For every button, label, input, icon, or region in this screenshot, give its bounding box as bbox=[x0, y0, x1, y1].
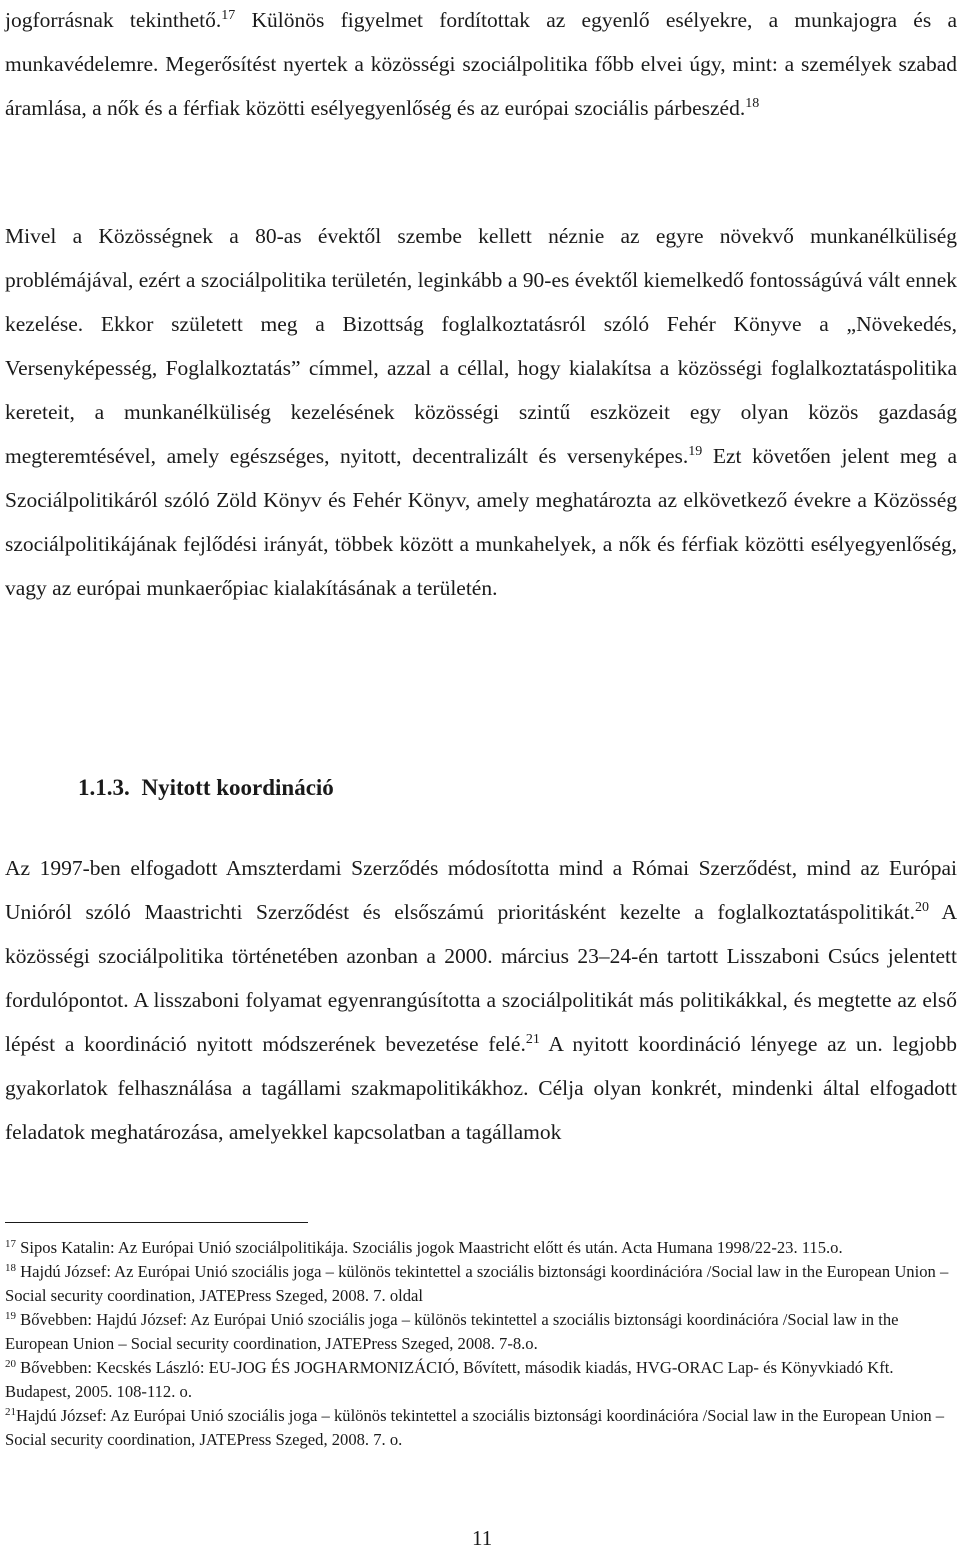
footnote-ref-21[interactable]: 21 bbox=[525, 1032, 540, 1047]
footnote-mark: 21 bbox=[5, 1406, 16, 1418]
section-title: Nyitott koordináció bbox=[141, 775, 334, 800]
paragraph-text: Ezt követően jelent meg a Szociálpolitikáról szóló Zöld Könyv és Fehér Könyv, amely meghatározta az elkövetkező évekre a Közösség szociálpolitikájának fejlődési irányát, többek között a munkahelyek, a nők és férfiak közötti esélyegyenlőség, vagy az európai munkaerőpiac kialakításának a területén. bbox=[5, 444, 957, 600]
footnote-21 bbox=[5, 1404, 957, 1452]
footnote-text: Bővebben: Kecskés László: EU-JOG ÉS JOGHARMONIZÁCIÓ, Bővített, második kiadás, HVG-ORAC Lap- és Könyvkiadó Kft. Budapest, 2005. 108-112. o. bbox=[5, 1358, 894, 1401]
section-heading bbox=[78, 768, 334, 808]
footnote-mark: 19 bbox=[5, 1310, 16, 1322]
footnote-ref-18[interactable]: 18 bbox=[745, 96, 760, 111]
body-paragraph-2 bbox=[5, 214, 957, 610]
footnote-text: Hajdú József: Az Európai Unió szociális joga – különös tekintettel a szociális biztonsági koordinációra /Social law in the European Union – Social security coordination, JATEPress Szeged, 2008. 7. o. bbox=[5, 1406, 945, 1449]
footnote-mark: 18 bbox=[5, 1262, 16, 1274]
footnote-mark: 20 bbox=[5, 1358, 16, 1370]
page-number: 11 bbox=[472, 1526, 493, 1550]
paragraph-text: A nyitott koordináció lényege az un. legjobb gyakorlatok felhasználása a tagállami szakmapolitikákhoz. Célja olyan konkrét, mindenki által elfogadott feladatok meghatározása, amelyekkel kapcsolatban a tagállamok bbox=[5, 1032, 957, 1144]
body-paragraph-1 bbox=[5, 0, 957, 130]
footnote-separator bbox=[5, 1222, 308, 1223]
footnote-17 bbox=[5, 1236, 957, 1260]
section-number: 1.1.3. bbox=[78, 775, 130, 800]
footnote-20 bbox=[5, 1356, 957, 1404]
footnotes bbox=[5, 1236, 957, 1452]
footnote-text: Hajdú József: Az Európai Unió szociális joga – különös tekintettel a szociális biztonsági koordinációra /Social law in the European Union – Social security coordination, JATEPress Szeged, 2008. 7. oldal bbox=[5, 1262, 949, 1305]
paragraph-text: Az 1997-ben elfogadott Amszterdami Szerződés módosította mind a Római Szerződést, mind az Európai Unióról szóló Maastrichti Szerződést és elsőszámú prioritásként kezelte a foglalkoztatáspolitikát. bbox=[5, 856, 957, 924]
footnote-19 bbox=[5, 1308, 957, 1356]
footnote-18 bbox=[5, 1260, 957, 1308]
footnote-text: Sipos Katalin: Az Európai Unió szociálpolitikája. Szociális jogok Maastricht előtt és után. Acta Humana 1998/22-23. 115.o. bbox=[16, 1238, 843, 1257]
paragraph-text: jogforrásnak tekinthető. bbox=[5, 8, 222, 32]
body-paragraph-3 bbox=[5, 846, 957, 1154]
footnote-ref-17[interactable]: 17 bbox=[221, 8, 236, 23]
paragraph-text: A közösségi szociálpolitika történetében azonban a 2000. március 23–24-én tartott Lisszaboni Csúcs jelentett fordulópontot. A lisszaboni folyamat egyenrangúsította a szociálpolitikát más politikákkal, és megtette az első lépést a koordináció nyitott módszerének bevezetése felé. bbox=[5, 900, 958, 1056]
footnote-mark: 17 bbox=[5, 1238, 16, 1250]
paragraph-text: Különös figyelmet fordítottak az egyenlő esélyekre, a munkajogra és a munkavédelemre. Megerősítést nyertek a közösségi szociálpolitika főbb elvei úgy, mint: a személyek szabad áramlása, a nők és a férfiak közötti esélyegyenlőség és az európai szociális párbeszéd. bbox=[5, 8, 957, 120]
footnote-ref-19[interactable]: 19 bbox=[688, 444, 703, 459]
footnote-text: Bővebben: Hajdú József: Az Európai Unió szociális joga – különös tekintettel a szociális biztonsági koordinációra /Social law in the European Union – Social security coordination, JATEPress Szeged, 2008. 7-8.o. bbox=[5, 1310, 899, 1353]
footnote-ref-20[interactable]: 20 bbox=[915, 900, 930, 915]
paragraph-text: Mivel a Közösségnek a 80-as évektől szembe kellett néznie az egyre növekvő munkanélküliség problémájával, ezért a szociálpolitika területén, leginkább a 90-es évektől kiemelkedő fontosságúvá vált ennek kezelése. Ekkor született meg a Bizottság foglalkoztatásról szóló Fehér Könyve a „Növekedés, Versenyképesség, Foglalkoztatás” címmel, azzal a céllal, hogy kialakítsa a közösségi foglalkoztatáspolitika kereteit, a munkanélküliség kezelésének közösségi szintű eszközeit egy olyan közös gazdaság megteremtésével, amely egészséges, nyitott, decentralizált és versenyképes. bbox=[5, 224, 957, 468]
